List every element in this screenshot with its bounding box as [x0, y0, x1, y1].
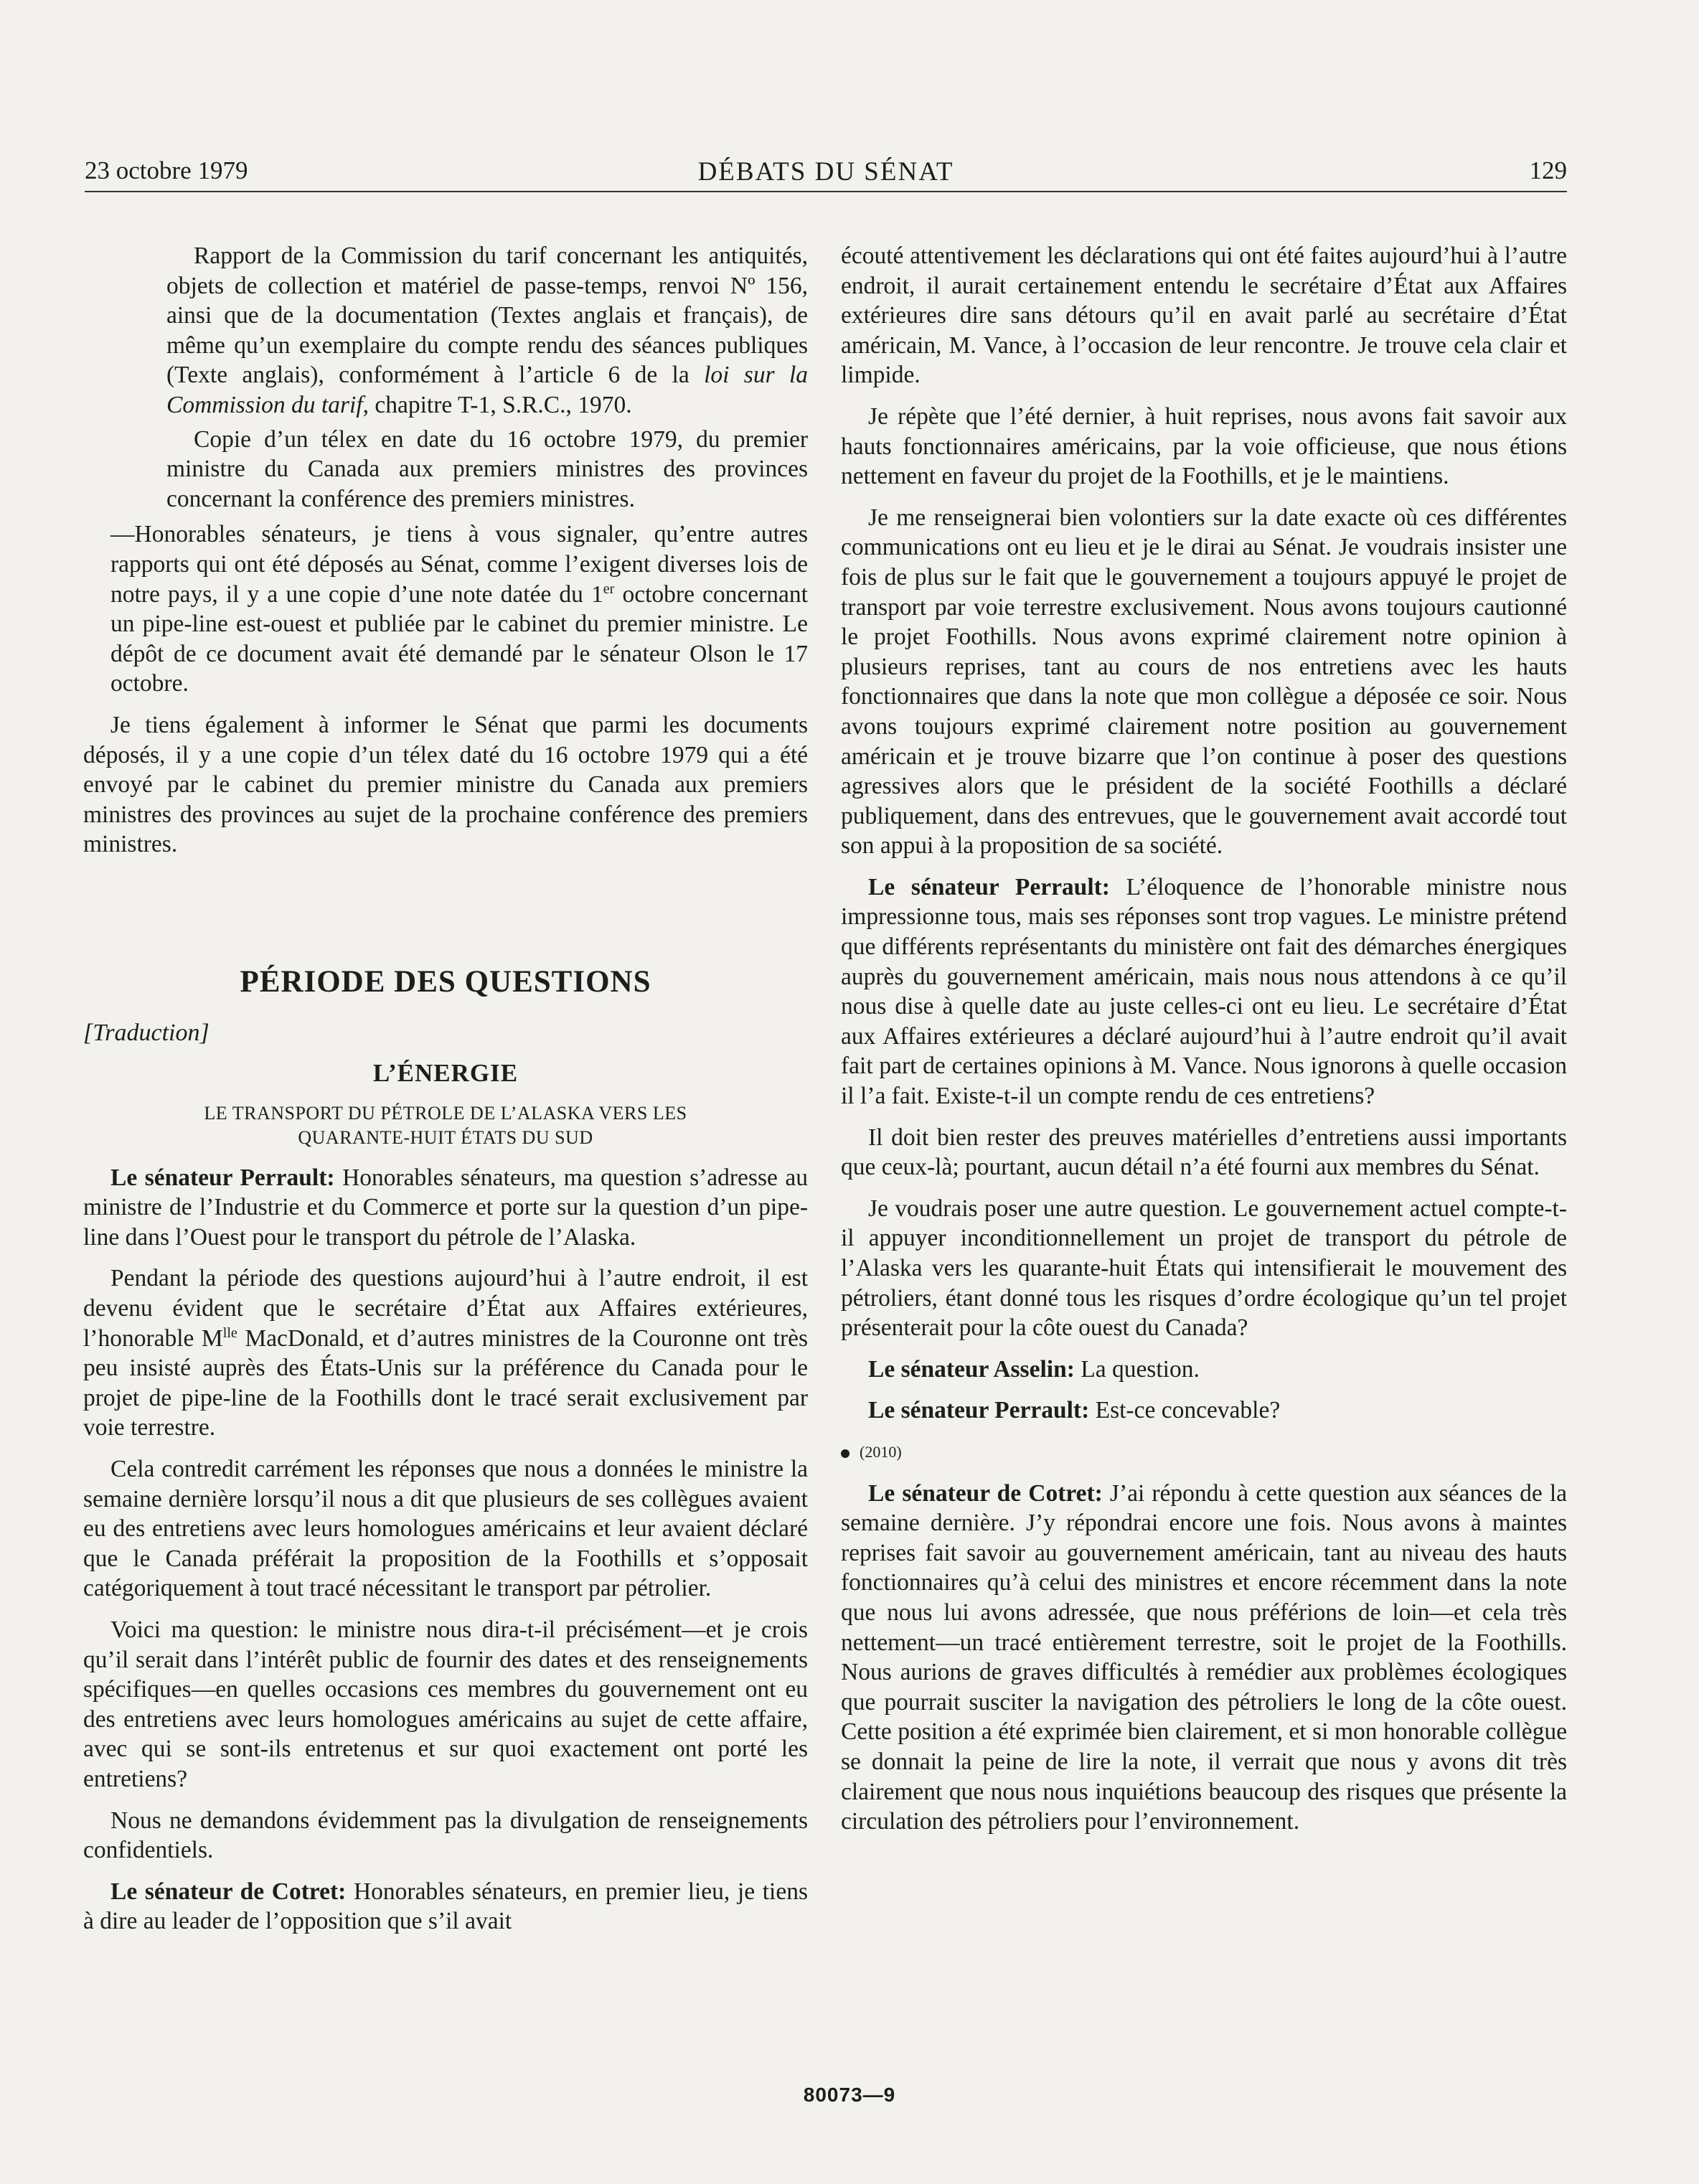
speaker-paragraph: Le sénateur de Cotret: J’ai répondu à cette question aux séances de la semaine dernière. J’y répondrai encore une fois. Nous avons à maintes reprises fait savoir au gouvernement américain, tant au niveau des hauts fonctionnaires qu’à celui des ministres et encore récemment dans la note que nous lui avons adressée, que nous préférions de loin—et cela très nettement—un tracé entièrement terrestre, soit le projet de la Foothills. Nous aurions de graves difficultés à remédier aux problèmes écologiques que pourrait susciter la navigation des pétroliers le long de la côte ouest. Cette position a été exprimée bien clairement, et si mon honorable collègue se donnait la peine de lire la note, il verrait que nous y avons dit très clairement que nous nous inquiétions beaucoup des risques que présente la circulation des pétroliers pour l’environnement.: [841, 1479, 1567, 1835]
speaker-paragraph: Le sénateur Perrault: Honorables sénateurs, ma question s’adresse au ministre de l’Industrie et du Commerce et porte sur la question d’un pipe-line dans l’Ouest pour le transport du pétrole de l’Alaska.: [83, 1164, 808, 1251]
tabled-document-1: Rapport de la Commission du tarif concernant les antiquités, objets de collection et matériel de passe-temps, renvoi Nº 156, ainsi que de la documentation (Textes anglais et français), de même qu’un exemplaire du compte rendu des séances publiques (Texte anglais), conformément à l’article 6 de la loi sur la Commission du tarif, chapitre T-1, S.R.C., 1970.: [166, 243, 809, 418]
paragraph: Voici ma question: le ministre nous dira-t-il précisément—et je crois qu’il serait dans l’intérêt public de fournir des dates et des renseignements spécifiques—en quelles occasions ces membres du gouvernement ont eu des entretiens avec leurs homologues américains au sujet de cette affaire, avec qui se sont-ils entretenus et sur quoi exactement ont porté les entretiens?: [83, 1616, 808, 1792]
left-column: [83, 241, 808, 1948]
speaker-paragraph: Le sénateur Asselin: La question.: [868, 1355, 1200, 1383]
paragraph: écouté attentivement les déclarations qui ont été faites aujourd’hui à l’autre endroit, il aurait certainement entendu le secrétaire d’État aux Affaires extérieures dire sans détours qu’il en avait parlé au secrétaire d’État américain, M. Vance, à l’occasion de leur rencontre. Je trouve cela clair et limpide.: [841, 243, 1567, 389]
subject-title: L’ÉNERGIE: [372, 1059, 519, 1088]
paragraph: Nous ne demandons évidemment pas la divulgation de renseignements confidentiels.: [83, 1807, 808, 1864]
paragraph: Il doit bien rester des preuves matérielles d’entretiens aussi importants que ceux-là; pourtant, aucun détail n’a été fourni aux membres du Sénat.: [841, 1124, 1567, 1181]
timestamp-marker: (2010): [841, 1437, 1567, 1467]
speaker-name: Le sénateur Perrault:: [868, 1397, 1090, 1424]
paragraph: —Honorables sénateurs, je tiens à vous signaler, qu’entre autres rapports qui ont été déposés au Sénat, comme l’exigent diverses lois de notre pays, il y a une copie d’une note datée du 1er octobre concernant un pipe-line est-ouest et publiée par le cabinet du premier ministre. Le dépôt de ce document avait été demandé par le sénateur Olson le 17 octobre.: [110, 521, 808, 697]
speaker-name: Le sénateur de Cotret:: [110, 1878, 347, 1905]
right-column: [841, 241, 1567, 1848]
speaker-name: Le sénateur Asselin:: [868, 1355, 1075, 1383]
speaker-name: Le sénateur Perrault:: [110, 1164, 335, 1191]
paragraph: Je me renseignerai bien volontiers sur la date exacte où ces différentes communications ont eu lieu et je le dirai au Sénat. Je voudrais insister une fois de plus sur le fait que le gouvernement a toujours appuyé le projet de transport par voie terrestre exclusivement. Nous avons toujours cautionné le projet Foothills. Nous avons exprimé clairement notre opinion à plusieurs reprises, tant au cours de nos entretiens avec les hauts fonctionnaires que dans la note que mon collègue a déposée ce soir. Nous avons toujours exprimé clairement notre position au gouvernement américain et je trouve bizarre que l’on continue à poser des questions agressives alors que le président de la société Foothills a déclaré publiquement, dans des entrevues, que le gouvernement avait accordé tout son appui à la proposition de sa société.: [841, 504, 1567, 860]
header-date: 23 octobre 1979: [85, 156, 248, 184]
footer-code: 80073—9: [803, 2084, 896, 2106]
paragraph: Je répète que l’été dernier, à huit reprises, nous avons fait savoir aux hauts fonctionnaires américains, par la voie officieuse, que nous étions nettement en faveur du projet de la Foothills, et je le maintiens.: [841, 403, 1567, 490]
subject-subtitle: LE TRANSPORT DU PÉTROLE DE L’ALASKA VERS LES QUARANTE-HUIT ÉTATS DU SUD: [204, 1102, 687, 1148]
paragraph: Cela contredit carrément les réponses que nous a données le ministre la semaine dernière lorsqu’il nous a dit que plusieurs de ses collègues avaient eu des entretiens avec leurs homologues américains et leur avaient déclaré que le Canada préférait la proposition de la Foothills et s’opposait catégoriquement à tout tracé nécessitant le transport par pétrolier.: [83, 1456, 808, 1602]
section-title: PÉRIODE DES QUESTIONS: [240, 964, 651, 999]
speaker-paragraph: Le sénateur Perrault: L’éloquence de l’honorable ministre nous impressionne tous, mais ses réponses sont trop vagues. Le ministre prétend que différents représentants du ministère ont fait des démarches énergiques auprès du gouvernement américain, mais nous nous attendons à ce qu’il nous dise à quelle date au juste celles-ci ont eu lieu. Le secrétaire d’État aux Affaires extérieures a déclaré aujourd’hui à l’autre endroit qu’il avait fait part de certaines opinions à M. Vance. Nous ignorons à quelle occasion il l’a fait. Existe-t-il un compte rendu de ces entretiens?: [841, 873, 1567, 1110]
header-title: DÉBATS DU SÉNAT: [697, 157, 954, 187]
paragraph: Pendant la période des questions aujourd’hui à l’autre endroit, il est devenu évident que le secrétaire d’État aux Affaires extérieures, l’honorable $M^{lle}$ MacDonald, et d’autres ministres de la Couronne ont très peu insisté auprès des États-Unis sur la préférence du Canada pour le projet de pipe-line de la Foothills dont le tracé serait exclusivement par voie terrestre.: [83, 1265, 809, 1441]
speaker-name: Le sénateur de Cotret:: [868, 1479, 1103, 1507]
tabled-documents-list: [166, 241, 808, 514]
speaker-paragraph: Le sénateur de Cotret: Honorables sénateurs, en premier lieu, je tiens à dire au leader de l’opposition que s’il avait: [83, 1878, 808, 1935]
running-header: [85, 154, 1567, 192]
speaker-paragraph: Le sénateur Perrault: Est-ce concevable?: [868, 1397, 1281, 1424]
header-page-number: 129: [1529, 156, 1567, 184]
translation-label: [Traduction]: [83, 1020, 210, 1047]
bullet-icon: [841, 1449, 850, 1458]
paragraph: Je voudrais poser une autre question. Le gouvernement actuel compte-t-il appuyer inconditionnellement un projet de transport du pétrole de l’Alaska vers les quarante-huit États qui intensifierait le mouvement des pétroliers, étant donné tous les risques d’ordre écologique qu’un tel projet présenterait pour la côte ouest du Canada?: [841, 1195, 1567, 1342]
speaker-name: Le sénateur Perrault:: [868, 873, 1110, 900]
paragraph: Je tiens également à informer le Sénat que parmi les documents déposés, il y a une copie d’un télex daté du 16 octobre 1979 qui a été envoyé par le cabinet du premier ministre du Canada aux premiers ministres des provinces au sujet de la prochaine conférence des premiers ministres.: [83, 711, 808, 858]
tabled-document-2: Copie d’un télex en date du 16 octobre 1979, du premier ministre du Canada aux premiers ministres des provinces concernant la conférence des premiers ministres.: [166, 425, 808, 512]
